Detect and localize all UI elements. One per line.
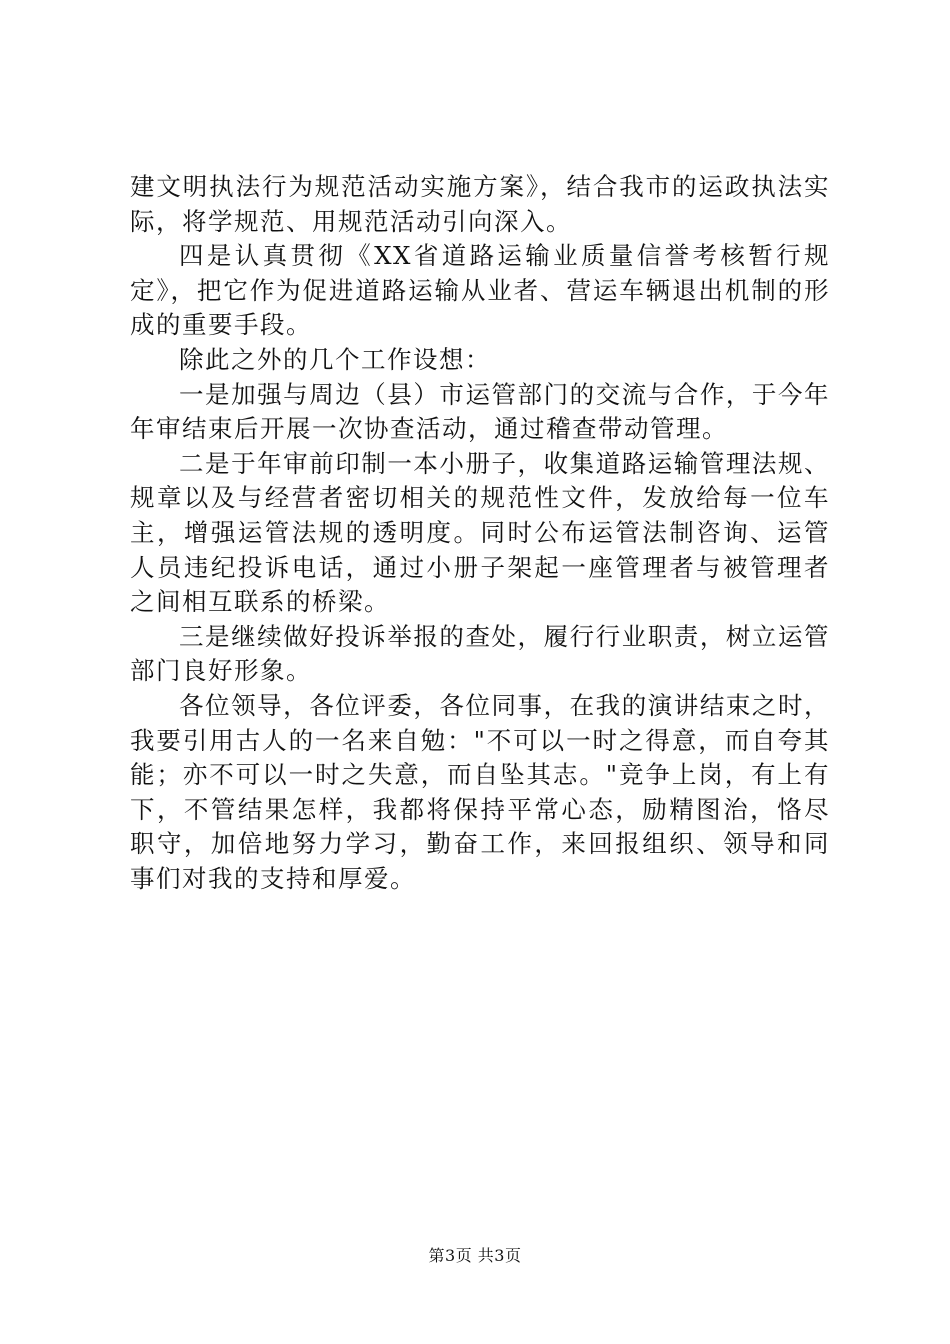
paragraph-continuation: 建文明执法行为规范活动实施方案》，结合我市的运政执法实际，将学规范、用规范活动引向深入。	[130, 172, 830, 236]
paragraph-idea-one: 一是加强与周边（县）市运管部门的交流与合作，于今年年审结束后开展一次协查活动，通过稽查带动管理。	[130, 379, 830, 444]
page-footer	[0, 1243, 950, 1266]
paragraph-idea-two: 二是于年审前印制一本小册子，收集道路运输管理法规、规章以及与经营者密切相关的规范性文件，发放给每一位车主，增强运管法规的透明度。同时公布运管法制咨询、运管人员违纪投诉电话，通过小册子架起一座管理者与被管理者之间相互联系的桥梁。	[130, 448, 830, 617]
document-body	[130, 170, 830, 896]
paragraph-ideas-intro: 除此之外的几个工作设想：	[179, 344, 491, 374]
paragraph-point-four: 四是认真贯彻《XX省道路运输业质量信誉考核暂行规定》，把它作为促进道路运输从业者、营运车辆退出机制的形成的重要手段。	[130, 241, 830, 340]
page-number-label: 第3页 共3页	[428, 1246, 522, 1265]
paragraph-idea-three: 三是继续做好投诉举报的查处，履行行业职责，树立运管部门良好形象。	[130, 621, 830, 686]
paragraph-closing: 各位领导，各位评委，各位同事，在我的演讲结束之时，我要引用古人的一名来自勉："不可以一时之得意，而自夸其能；亦不可以一时之失意，而自坠其志。"竞争上岗，有上有下，不管结果怎样，我都将保持平常心态，励精图治，恪尽职守，加倍地努力学习，勤奋工作，来回报组织、领导和同事们对我的支持和厚爱。	[130, 690, 830, 893]
